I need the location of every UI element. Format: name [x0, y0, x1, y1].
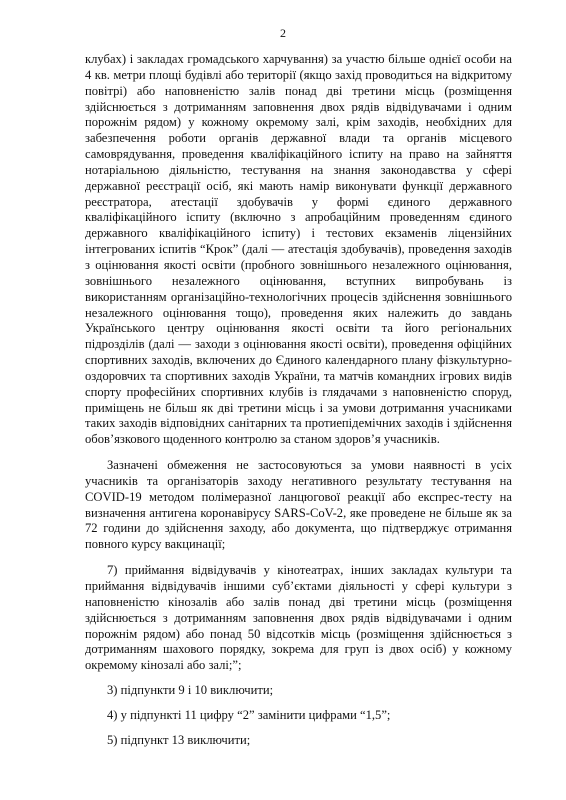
page-number: 2	[280, 26, 286, 40]
paragraph-item-5: 5) підпункт 13 виключити;	[107, 732, 251, 747]
paragraph-item-4: 4) у підпункті 11 цифру “2” замінити цифрами “1,5”;	[107, 707, 391, 722]
paragraph-item-3: 3) підпункти 9 і 10 виключити;	[107, 683, 274, 698]
paragraph-restrictions-exception: Зазначені обмеження не застосовуються за умови наявності в усіх учасників та організаторів заходу негативного результату тестування на COVID-19 методом полімеразної ланцюгової реакції або експрес-тесту на визначення антигена коронавірусу SARS-CoV-2, яке проведене не більше як за 72 години до здійснення заходу, або документа, що підтверджує отримання повного курсу вакцинації;	[85, 458, 512, 552]
paragraph-continuation: клубах) і закладах громадського харчування) за участю більше однієї особи на 4 кв. метри площі будівлі або території (якщо захід проводиться на відкритому повітрі) або наповненістю залів понад дві третини місць (розміщення здійснюється з дотриманням заповнення двох рядів відвідувачами і одним порожнім рядом) у кожному окремому залі, крім заходів, необхідних для забезпечення роботи органів державної влади та органів місцевого самоврядування, проведення кваліфікаційного іспиту на право на зайняття нотаріальною діяльністю, тестування на знання законодавства у сфері державної реєстрації осіб, які мають намір виконувати функції державного реєстратора, атестації здобувачів у формі єдиного державного кваліфікаційного іспиту (включно з апробаційним проведенням єдиного державного кваліфікаційного іспиту) і тестових екзаменів ліцензійних інтегрованих іспитів “Крок” (далі — атестація здобувачів), проведення заходів з оцінювання якості освіти (пробного зовнішнього незалежного оцінювання, зовнішнього незалежного оцінювання, вступних випробувань із використанням організаційно-технологічних процесів здійснення зовнішнього незалежного оцінювання тощо), проведення яких належить до завдань Українського центру оцінювання якості освіти та його регіональних підрозділів (далі — заходи з оцінювання якості освіти), проведення офіційних спортивних заходів, включених до Єдиного календарного плану фізкультурно-оздоровчих та спортивних заходів України, та матчів командних ігрових видів спорту професійних спортивних клубів із глядачами з наповненістю споруд, приміщень не більш як дві третини місць і за умови дотримання учасниками таких заходів відповідних санітарних та протиепідемічних заходів і здійснення обов’язкового щоденного контролю за станом здоров’я учасників.	[85, 52, 512, 447]
paragraph-item-7: 7) приймання відвідувачів у кінотеатрах, інших закладах культури та приймання відвідувачів іншими суб’єктами діяльності у сфері культури з наповненістю кінозалів або залів понад дві третини місць (розміщення здійснюється з дотриманням заповнення двох рядів відвідувачами і одним порожнім рядом) або понад 50 відсотків місць (розміщення здійснюється з дотриманням шахового порядку, зокрема для груп із двох осіб) у кожному окремому кінозалі або залі;”;	[85, 563, 512, 673]
document-body	[85, 52, 512, 749]
